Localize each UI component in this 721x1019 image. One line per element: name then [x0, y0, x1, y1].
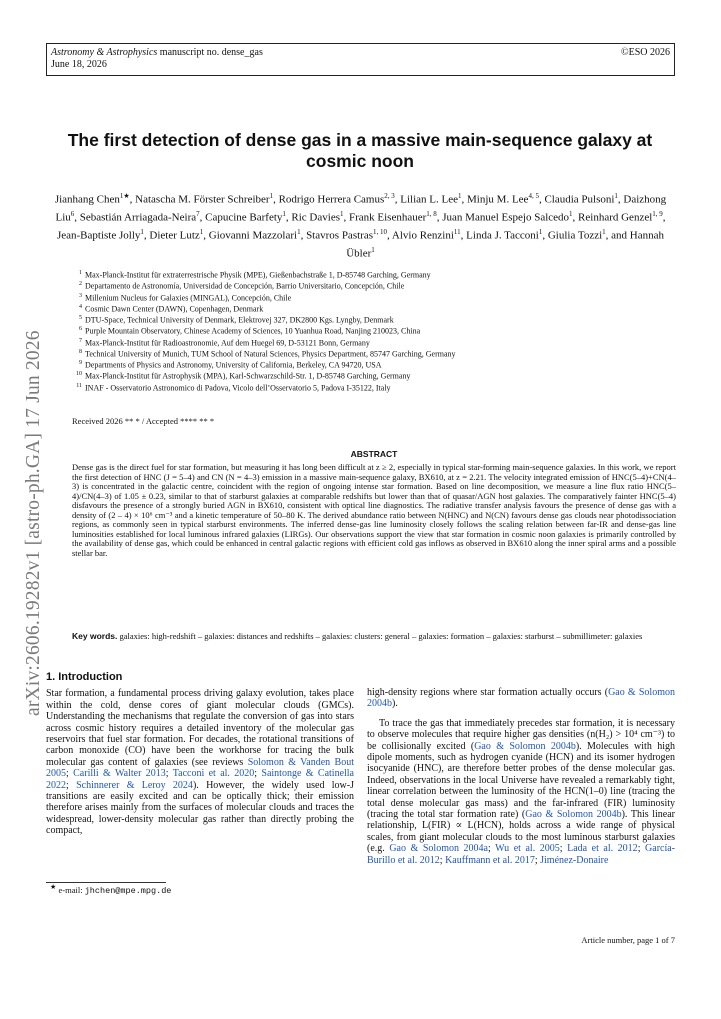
affiliation-number: 8 [79, 348, 82, 355]
affiliation-text: Cosmic Dawn Center (DAWN), Copenhagen, Denmark [85, 304, 264, 314]
author-affiliation-marker: 1 [538, 228, 543, 237]
citation-link[interactable]: Gao & Solomon 2004b [525, 809, 622, 821]
journal-line [51, 47, 670, 59]
keywords-text: galaxies: high-redshift – galaxies: distances and redshifts – galaxies: clusters: general – galaxies: formation – galaxies: starburst – submillimeter: galaxies [119, 631, 643, 641]
paragraph-text: ; [487, 843, 496, 855]
footnote-label: e-mail: [58, 884, 85, 895]
author-affiliation-marker: 1, 10 [372, 228, 387, 237]
author-affiliation-marker: 1 [602, 228, 606, 237]
paper-title: The first detection of dense gas in a massive main-sequence galaxy at cosmic noon [67, 130, 653, 171]
citation-link[interactable]: Jiménez-Donaire [540, 854, 609, 866]
paragraph-text: ). [392, 698, 398, 710]
abstract-heading: ABSTRACT [350, 449, 398, 459]
author-affiliation-marker: 1 [569, 210, 573, 219]
citation-link[interactable]: Tacconi et al. 2020 [172, 768, 255, 780]
affiliation-text: Max-Planck-Institut für Radioastronomie, Auf dem Huegel 69, D-53121 Bonn, Germany [85, 338, 370, 348]
copyright-notice: ©ESO 2026 [621, 47, 670, 58]
paragraph-text: ; [439, 854, 446, 866]
citation-link[interactable]: Wu et al. 2005 [495, 843, 560, 855]
affiliation-text: DTU-Space, Technical University of Denmark, Elektrovej 327, DK2800 Kgs. Lyngby, Denmark [85, 315, 394, 325]
affiliation-number: 7 [79, 337, 82, 344]
author-name: Jean-Baptiste Jolly [56, 229, 141, 242]
abstract-text: Dense gas is the direct fuel for star formation, but measuring it has long been difficult at z ≥ 2, especially in typical star-forming main-sequence galaxies. In this work, we report the first detection of HNC (J = 5–4) and CN (N = 4–3) emission in a massive main-sequence galaxy, BX610, at z = 2.21. The velocity integrated emission of HNC(5–4)+CN(4–3) is concentrated in the galactic centre, coincident with the region of ongoing intense star formation. Based on line decomposition, we measure a line flux ratio HNC(5–4)/CN(4–3) of 1.05 ± 0.23, similar to that of starburst galaxies at comparable redshifts but lower than that of quasar/AGN host galaxies. The comparatively fainter HNC(5–4) disfavours the presence of a strongly buried AGN in BX610, consistent with optical line diagnostics. The radiative transfer analysis favours the presence of dense gas with a density of (2 – 4) × 10⁶ cm⁻³ and a kinetic temperature of 50–80 K. The derived abundance ratio between N(HNC) and N(CN) favours dense gas clouds near photodissociation regions, as commonly seen in typical starburst environments. The inferred dense-gas line luminosity closely follows the scaling relation between far-IR and dense-gas line luminosities established for local luminous infrared galaxies (LIRGs). Our observations support the view that star formation in cosmic noon galaxies is primarily controlled by the availability of dense gas, which could be enhanced in central galactic regions with efficient cold gas inflows as observed in BX610 along the inner spiral arms and a possible stellar bar. [72, 462, 676, 558]
affiliation-number: 2 [79, 281, 82, 288]
citation-link[interactable]: Gao & Solomon 2004b [474, 740, 576, 752]
affiliation-list [72, 269, 672, 393]
column-left [46, 672, 354, 837]
citation-link[interactable]: García-Burillo et al. 2012 [367, 843, 676, 866]
paragraph-text: ). This linear relationship, L(FIR) ∝ L(HCN), holds across a wide range of physical scales, from giant molecular clouds to the most luminous starburst galaxies (e.g. [367, 809, 675, 855]
section-heading-introduction: 1. Introduction [46, 671, 123, 683]
paragraph-text: ; [66, 768, 74, 780]
author-name: Giulia Tozzi [547, 229, 603, 242]
citation-link[interactable]: Saintonge & Catinella 2022 [46, 768, 354, 791]
paragraph-text: ; [254, 768, 262, 780]
author-affiliation-marker: 1 [339, 210, 344, 219]
author-name: Claudia Pulsoni [544, 193, 615, 206]
author-name: Stavros Pastras [306, 229, 373, 242]
affiliation-number: 6 [79, 326, 82, 333]
author-name: Lilian L. Lee [400, 193, 459, 206]
keywords-label: Key words. [72, 631, 118, 641]
intro-paragraph-1 [46, 688, 354, 836]
manuscript-id: manuscript no. dense_gas [159, 47, 263, 58]
author-affiliation-marker: 1★ [119, 192, 130, 200]
affiliation-number: 3 [79, 292, 82, 299]
affiliation-number: 9 [79, 360, 82, 366]
author-affiliation-marker: 1 [297, 228, 301, 237]
author-name: Ric Davies [291, 211, 340, 224]
journal-name: Astronomy & Astrophysics [51, 47, 158, 58]
affiliation-item [72, 269, 672, 280]
citation-link[interactable]: Schinnerer & Leroy 2024 [76, 779, 193, 791]
author-name: Minju M. Lee [467, 193, 529, 206]
affiliation-text: Departments of Physics and Astronomy, University of California, Berkeley, CA 94720, USA [85, 360, 382, 370]
author-name: Capucine Barfety [205, 211, 283, 224]
affiliation-number: 4 [79, 303, 82, 310]
author-name: Daizhong Liu [55, 193, 667, 224]
footnote [50, 882, 171, 896]
citation-link[interactable]: Gao & Solomon 2004b [367, 687, 675, 710]
paragraph-text: Star formation, a fundamental process driving galaxy evolution, takes place within the cold, dense cores of giant molecular clouds (GMCs). Understanding the mechanisms that regulate the conversion of gas into stars across cosmic history requires a detailed inventory of the molecular gas reservoirs that fuel star formation. For decades, the rotational transitions of carbon monoxide (CO) have been the workhorse for tracing the bulk molecular gas content of galaxies (see reviews [46, 688, 354, 768]
paragraph-text: ; [559, 843, 568, 855]
affiliation-item [72, 314, 672, 325]
affiliation-number: 5 [79, 315, 82, 321]
affiliation-item [72, 303, 672, 314]
author-affiliation-marker: 4, 5 [528, 192, 539, 200]
affiliation-number: 10 [76, 371, 82, 378]
author-name: Juan Manuel Espejo Salcedo [442, 211, 570, 224]
author-affiliation-marker: 1, 9 [652, 210, 663, 219]
author-name: Jianhang Chen [54, 193, 120, 206]
citation-link[interactable]: Gao & Solomon 2004a [389, 843, 488, 855]
citation-link[interactable]: Lada et al. 2012 [567, 843, 638, 855]
citation-link[interactable]: Kauffmann et al. 2017 [445, 854, 535, 866]
column-right [367, 687, 675, 866]
article-number: Article number, page 1 of 7 [581, 935, 675, 945]
author-affiliation-marker: 1 [269, 192, 274, 200]
affiliation-text: Purple Mountain Observatory, Chinese Academy of Sciences, 10 Yuanhua Road, Nanjing 210023, China [85, 326, 421, 336]
affiliation-text: Millenium Nucleus for Galaxies (MINGAL), Concepción, Chile [85, 293, 292, 303]
author-affiliation-marker: 1 [614, 192, 618, 200]
author-name: Linda J. Tacconi [466, 229, 539, 242]
arxiv-stamp: arXiv:2606.19282v1 [astro-ph.GA] 17 Jun 2026 [23, 330, 44, 716]
affiliation-number: 11 [76, 382, 82, 389]
affiliation-item [72, 370, 672, 381]
author-affiliation-marker: 1 [371, 246, 375, 255]
author-name: Sebastián Arriagada-Neira [79, 211, 197, 224]
author-name: Reinhard Genzel [578, 211, 653, 224]
citation-link[interactable]: Solomon & Vanden Bout 2005 [46, 756, 354, 780]
affiliation-item [72, 292, 672, 303]
author-list: Jianhang Chen$^{1★}$, Natascha M. Förster Schreiber$^1$, Rodrigo Herrera Camus$^{2, 3}$, Lilian L. Lee$^1$, Minju M. Lee$^{4, 5}$, Claudia Pulsoni$^1$, Daizhong Liu$^6$, Sebastián Arriagada-Neira$^7$, Capucine Barfety$^1$, Ric Davies$^1$, Frank Eisenhauer$^{1, 8}$, Juan Manuel Espejo Salcedo$^1$, Reinhard Genzel$^{1, 9}$, Jean-Baptiste Jolly$^1$, Dieter Lutz$^1$, Giovanni Mazzolari$^1$, Stavros Pastras$^{1, 10}$, Alvio Renzini$^{11}$, Linda J. Tacconi$^1$, Giulia Tozzi$^1$, and Hannah Übler$^1$ [54, 192, 667, 261]
author-affiliation-marker: 7 [196, 210, 200, 219]
author-affiliation-marker: 2, 3 [384, 192, 395, 200]
received-line: Received 2026 ** * / Accepted **** ** * [72, 416, 215, 426]
affiliation-text: Max-Planck-Institut für Astrophysik (MPA), Karl-Schwarzschild-Str. 1, D-85748 Garching, Germany [85, 371, 411, 381]
affiliation-item [72, 348, 672, 359]
author-name: Alvio Renzini [391, 229, 454, 242]
author-name: Giovanni Mazzolari [208, 229, 298, 242]
intro-paragraph-2 [367, 718, 675, 866]
email-link[interactable]: jhchen@mpe.mpg.de [84, 885, 172, 896]
keywords [72, 632, 676, 642]
affiliation-number: 1 [79, 270, 82, 276]
author-name: Rodrigo Herrera Camus [278, 193, 385, 206]
manuscript-date: June 18, 2026 [51, 59, 107, 70]
affiliation-text: Technical University of Munich, TUM School of Natural Sciences, Physics Department, 85747 Garching, Germany [85, 349, 456, 359]
author-affiliation-marker: 1 [282, 210, 286, 219]
paragraph-text: ; [165, 768, 173, 780]
author-affiliation-marker: 1 [199, 228, 204, 237]
journal-header-box [46, 43, 675, 76]
paragraph-text: ). However, the widely used low-J transitions are easily excited and can be optically thick; their emission therefore arises mainly from the surfaces of molecular clouds and traces the widespread, lower-density molecular gas rather than directly probing the compact, [46, 779, 354, 837]
affiliation-item [72, 359, 672, 370]
author-name: Hannah Übler [346, 229, 665, 261]
affiliation-text: INAF - Osservatorio Astronomico di Padova, Vicolo dell’Osservatorio 5, Padova I-35122, Italy [85, 383, 391, 393]
affiliation-item [72, 382, 672, 393]
author-affiliation-marker: 1 [458, 192, 462, 200]
author-affiliation-marker: 6 [70, 210, 75, 219]
paragraph-text: To trace the gas that immediately precedes star formation, it is necessary to observe molecules that require higher gas densities (n(H₂) > 10⁴ cm⁻³) to be collisionally excited ( [367, 717, 675, 752]
author-name: Frank Eisenhauer [348, 211, 427, 224]
paragraph-text: ; [66, 779, 77, 791]
citation-link[interactable]: Carilli & Walter 2013 [73, 768, 166, 780]
affiliation-item [72, 325, 672, 336]
paragraph-text: ; [534, 854, 541, 866]
intro-paragraph-1-continued [367, 687, 675, 710]
footnote-marker: ★ [50, 883, 57, 891]
affiliation-item [72, 337, 672, 348]
author-affiliation-marker: 11 [453, 228, 461, 237]
affiliation-text: Departamento de Astronomía, Universidad de Concepción, Barrio Universitario, Concepción, Chile [85, 281, 405, 291]
author-affiliation-marker: 1 [140, 228, 144, 237]
paragraph-text: high-density regions where star formation actually occurs ( [367, 687, 609, 698]
affiliation-text: Max-Planck-Institut für extraterrestrische Physik (MPE), Gießenbachstraße 1, D-85748 Garching, Germany [85, 270, 431, 280]
affiliation-item [72, 280, 672, 291]
author-name: Natascha M. Förster Schreiber [135, 193, 270, 206]
paragraph-text: ; [637, 843, 646, 855]
author-affiliation-marker: 1, 8 [426, 210, 437, 219]
author-name: Dieter Lutz [149, 229, 200, 242]
paragraph-text: ). Molecules with high dipole moments, such as hydrogen cyanide (HCN) and its isomer hydrogen isocyanide (HNC), are therefore better probes of the dense molecular gas. Indeed, observations in the local Universe have revealed a remarkably tight, linear correlation between the luminosity of the HCN(1–0) line (tracing the total dense molecular gas mass) and the far-infrared (FIR) luminosity (tracing the total star formation rate) ( [367, 740, 675, 821]
